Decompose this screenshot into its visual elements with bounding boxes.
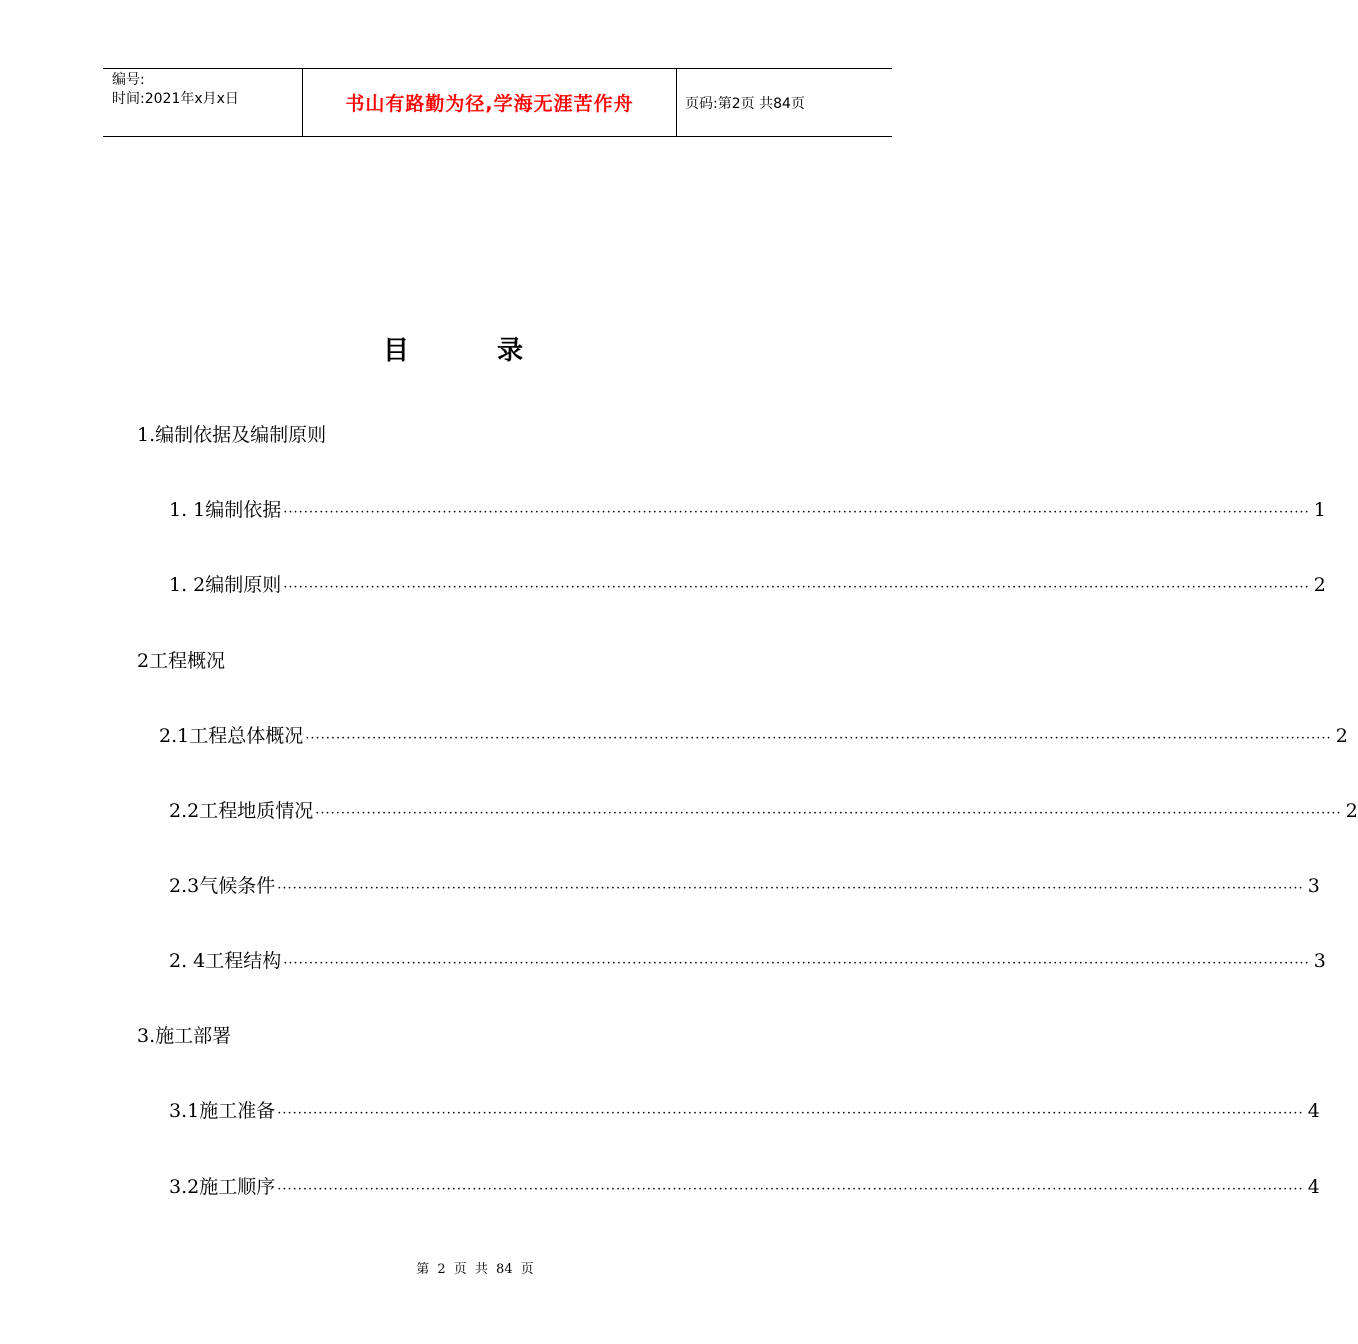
doc-time-label: 时间:2021年x月x日 — [112, 91, 239, 107]
toc-entry[interactable] — [169, 570, 1326, 597]
toc-leader-dots: ········································································································································································································ — [283, 580, 1310, 595]
toc-entry[interactable] — [159, 721, 1348, 748]
toc-entry[interactable] — [137, 420, 326, 447]
header-page-info: 页码:第2页 共84页 — [685, 95, 805, 112]
toc-entry-label: 3.2施工顺序 — [169, 1176, 276, 1198]
toc-entry[interactable] — [169, 871, 1320, 898]
toc-entry[interactable] — [137, 646, 225, 673]
toc-leader-dots: ········································································································································································································ — [283, 505, 1310, 520]
header-motto: 书山有路勤为径,学海无涯苦作舟 — [345, 93, 634, 115]
toc-entry-label: 2.1工程总体概况 — [159, 725, 304, 747]
toc-entry-page: 4 — [1307, 1176, 1320, 1198]
toc-entry-label: 2.3气候条件 — [169, 875, 276, 897]
toc-entry-page: 2 — [1335, 725, 1348, 747]
toc-entry-page: 2 — [1313, 574, 1326, 596]
toc-leader-dots: ········································································································································································································ — [305, 731, 1332, 746]
toc-entry-label: 2.2工程地质情况 — [169, 800, 314, 822]
toc-entry-label: 1. 1编制依据 — [169, 499, 282, 521]
toc-entry[interactable] — [169, 1096, 1320, 1123]
toc-entry-label: 2工程概况 — [137, 650, 226, 672]
toc-title: 目录 — [382, 336, 611, 366]
doc-number-label: 编号: — [112, 72, 145, 88]
toc-leader-dots: ········································································································································································································ — [315, 806, 1342, 821]
toc-entry-page: 2 — [1345, 800, 1358, 822]
toc-leader-dots: ········································································································································································································ — [277, 1182, 1304, 1197]
toc-entry[interactable] — [169, 946, 1326, 973]
page-footer: 第 2 页 共 84 页 — [416, 1262, 534, 1277]
toc-entry[interactable] — [169, 796, 1358, 823]
toc-entry[interactable] — [169, 495, 1326, 522]
toc-entry-page: 3 — [1313, 950, 1326, 972]
toc-entry-label: 2. 4工程结构 — [169, 950, 282, 972]
toc-entry-page: 1 — [1313, 499, 1326, 521]
toc-entry-page: 4 — [1307, 1100, 1320, 1122]
toc-entry-label: 1.编制依据及编制原则 — [137, 424, 327, 446]
toc-entry-label: 1. 2编制原则 — [169, 574, 282, 596]
toc-entry-label: 3.施工部署 — [137, 1025, 232, 1047]
toc-leader-dots: ········································································································································································································ — [277, 1106, 1304, 1121]
toc-entry-label: 3.1施工准备 — [169, 1100, 276, 1122]
toc-entry-page: 3 — [1307, 875, 1320, 897]
toc-entry[interactable] — [137, 1021, 231, 1048]
toc-entry[interactable] — [169, 1172, 1320, 1199]
toc-leader-dots: ········································································································································································································ — [277, 881, 1304, 896]
toc-leader-dots: ········································································································································································································ — [283, 956, 1310, 971]
